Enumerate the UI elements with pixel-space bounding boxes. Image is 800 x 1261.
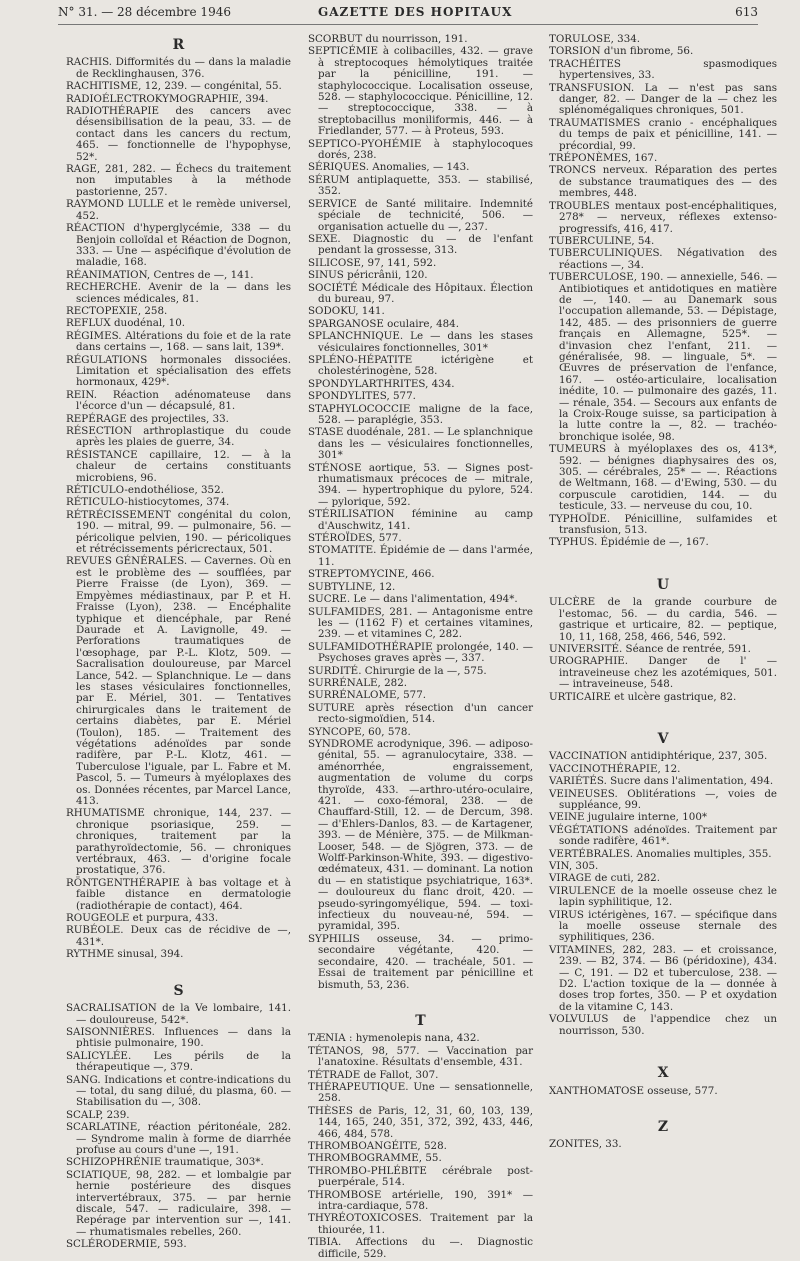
index-entry: TRACHÉITES spasmodiques hypertensives, 33. xyxy=(549,57,777,82)
index-entry: SYNCOPE, 60, 578. xyxy=(308,725,411,738)
index-entry: SEXE. Diagnostic du — de l'enfant pendant la grossesse, 313. xyxy=(308,232,533,257)
index-entry: TUMEURS à myéloplaxes des os, 413*, 592. — bénignes diaphysaires des os, 305. — cérébrales, 25* — —. Réactions de Weltmann, 168. — d'Ewing, 530. — du corpuscule carotidien, 144. — du testicule, 33. — nerveuse du cou, 10. xyxy=(549,443,777,513)
index-entry: RÉSISTANCE capillaire, 12. — à la chaleur de certains constituants microbiens, 96. xyxy=(66,448,291,484)
index-entry: RÉGULATIONS hormonales dissociées. Limitation et spécialisation des effets hormonaux, 429*. xyxy=(66,353,291,389)
index-entry: RUBÉOLE. Deux cas de récidive de —, 431*. xyxy=(66,924,291,948)
section-letter-z: Z xyxy=(657,1118,669,1135)
index-entry: VOLVULUS de l'appendice chez un nourrisson, 530. xyxy=(549,1013,777,1037)
index-entry: SEPTICO-PYOHÉMIE à staphylocoques dorés, 238. xyxy=(308,137,533,162)
index-entry: SALICYLÉE. Les périls de la thérapeutique —, 379. xyxy=(66,1049,291,1074)
index-entry: VITAMINES, 282, 283. — et croissance, 239. — B2, 374. — B6 (péridoxine), 434. — C, 191. — D2 et tuberculose, 238. — D2. L'action toxique de la — donnée à doses trop fortes, 350. — P et oxydation de la vitamine C, 143. xyxy=(549,943,777,1013)
index-entry: RACHIS. Difformités du — dans la maladie de Recklinghausen, 376. xyxy=(66,56,291,80)
issue-date: N° 31. — 28 décembre 1946 xyxy=(58,5,231,19)
index-entry: SINUS péricrânii, 120. xyxy=(308,269,428,282)
index-entry: SERVICE de Santé militaire. Indemnité spéciale de technicité, 506. — organisation actuelle du —, 237. xyxy=(308,197,533,233)
index-entry: THROMBOGRAMME, 55. xyxy=(308,1152,442,1165)
index-entry: TYPHUS. Épidémie de —, 167. xyxy=(549,536,709,549)
index-entry: THROMBOANGÉITE, 528. xyxy=(308,1139,447,1152)
index-entry: VACCINOTHÉRAPIE, 12. xyxy=(549,762,681,775)
index-entry: SUBTYLINE, 12. xyxy=(308,580,396,593)
index-entry: ULCÈRE de la grande courbure de l'estomac, 56. — du cardia, 546. — gastrique et urticaire, 82. — peptique, 10, 11, 168, 258, 466, 546, 592. xyxy=(549,596,777,643)
index-entry: TÆNIA : hymenolepis nana, 432. xyxy=(308,1032,480,1045)
index-entry: VARIÉTÉS. Sucre dans l'alimentation, 494. xyxy=(549,775,774,788)
index-entry: TORULOSE, 334. xyxy=(549,33,641,45)
index-entry: SCALP, 239. xyxy=(66,1108,130,1121)
index-entry: VIRUS ictérigènes, 167. — spécifique dans la moelle osseuse sternale des syphilitiques, 236. xyxy=(549,908,777,944)
index-entry: THYRÉOTOXICOSES. Traitement par la thiourée, 11. xyxy=(308,1212,533,1236)
index-entry: RHUMATISME chronique, 144, 237. — chronique psoriasique, 259. — chroniques, traitement par la parathyroïdectomie, 56. — chroniques vertébraux, 463. — d'origine focale prostatique, 376. xyxy=(66,807,291,877)
page-number: 613 xyxy=(735,5,758,19)
index-entry: STREPTOMYCINE, 466. xyxy=(308,568,435,581)
index-entry: RACHITISME, 12, 239. — congénital, 55. xyxy=(66,80,282,93)
section-letter-x: X xyxy=(657,1065,669,1082)
index-entry: STASE duodénale, 281. — Le splanchnique dans les — vésiculaires fonctionnelles, 301* xyxy=(308,426,534,462)
index-entry: THÈSES de Paris, 12, 31, 60, 103, 139, 144, 165, 240, 351, 372, 392, 433, 446, 466, 484, 578. xyxy=(308,1104,533,1140)
index-entry: UROGRAPHIE. Danger de l' — intraveineuse chez les azotémiques, 501. — intraveineuse, 548. xyxy=(549,655,777,691)
index-entry: RYTHME sinusal, 394. xyxy=(66,948,184,961)
index-entry: SPLÉNO-HÉPATITE ictérigène et cholestérinogène, 528. xyxy=(308,353,533,378)
index-entry: SURRÉNALOME, 577. xyxy=(308,689,427,702)
index-entry: SOCIÉTÉ Médicale des Hôpitaux. Élection du bureau, 97. xyxy=(308,281,533,305)
index-entry: TIBIA. Affections du —. Diagnostic difficile, 529. xyxy=(308,1236,533,1260)
index-entry: SCARLATINE, réaction péritonéale, 282. — Syndrome malin à forme de diarrhée profuse au cours d'une —, 191. xyxy=(66,1121,291,1156)
index-entry: RÉACTION d'hyperglycémie, 338 — du Benjoin colloïdal et Réaction de Dognon, 333. — Une — aspécifique d'évolution de maladie, 168. xyxy=(66,222,291,269)
section-letter-t: T xyxy=(415,1012,426,1029)
index-entry: VACCINATION antidiphtérique, 237, 305. xyxy=(549,750,768,763)
index-section-r xyxy=(66,57,291,960)
index-entry: SCLÉRODERMIE, 593. xyxy=(66,1238,187,1251)
index-entry: REFLUX duodénal, 10. xyxy=(66,317,186,330)
index-section-t-part2 xyxy=(549,34,777,549)
index-entry: REVUES GÉNÉRALES. — Cavernes. Où en est le problème des — soufflées, par Pierre Fraisse (de Lyon), 369. — Empyèmes médiastinaux, par P. et H. Fraisse (Lyon), 238. — Encéphalite typhique et diencéphale, par René Daurade et A. Lavignolle, 49. — Perforations traumatiques de l'œsophage, par P.-L. Klotz, 509. — Sacralisation douloureuse, par Marcel Lance, 542. — Splanchnique. Le — dans les stases vésiculaires fonctionnelles, par E. Mériel, 301. — Tentatives chirurgicales dans le traitement de certains diabètes, par E. Mériel (Toulon), 185. — Traitement des végétations adénoïdes par sonde radifère, par P.-L. Klotz, 461. — Tuberculose l'iguale, par L. Fabre et M. Pascol, 5. — Tumeurs à myéloplaxes des os. Données récentes, par Marcel Lance, 413. xyxy=(66,555,291,807)
index-entry: SEPTICÉMIE à colibacilles, 432. — grave à streptocoques hémolytiques traitée par la pénicilline, 191. — staphylococcique. Localisation osseuse, 528. — staphylococcique. Pénicilline, 12. — streptococcique, 338. — à streptobacillus moniliformis, 446. — à Friedlander, 577. — à Proteus, 593. xyxy=(308,45,533,138)
index-entry: SURDITÉ. Chirurgie de la —, 575. xyxy=(308,664,487,677)
index-entry: RECHERCHE. Avenir de la — dans les sciences médicales, 81. xyxy=(66,281,291,305)
index-entry: SODOKU, 141. xyxy=(308,305,385,318)
index-entry: SANG. Indications et contre-indications du — total, du sang dilué, du plasma, 60. — Stabilisation du —, 308. xyxy=(66,1073,291,1109)
index-entry: REPÉRAGE des projectiles, 33. xyxy=(66,412,229,425)
index-section-x xyxy=(549,1086,777,1097)
index-entry: TUBERCULOSE, 190. — annexielle, 546. — Antibiotiques et antidotiques en matière de —, 140. — au Danemark sous l'occupation allemande, 53. — Dépistage, 142, 485. — des prisonniers de guerre français en Allemagne, 525*. — d'invasion chez l'enfant, 211. — généralisée, 98. — linguale, 5*. — Œuvres de préservation de l'enfance, 167. — ostéo-articulaire, localisation inédite, 10. — pulmonaire des gazés, 11. — rénale, 354. — Secours aux enfants de la Croix-Rouge suisse, sa participation à la lutte contre la —, 82. — trachéo-bronchique isolée, 98. xyxy=(549,271,777,443)
index-entry: SPONDYLARTHRITES, 434. xyxy=(308,377,455,390)
index-entry: TRÉPONÈMES, 167. xyxy=(549,152,658,165)
index-entry: SAISONNIÈRES. Influences — dans la phtisie pulmonaire, 190. xyxy=(66,1025,291,1050)
index-entry: SYPHILIS osseuse, 34. — primo-secondaire végétante, 420. — secondaire, 420. — trachéale, 501. — Essai de traitement par pénicilline et bismuth, 53, 236. xyxy=(308,932,533,991)
index-entry: SUTURE après résection d'un cancer recto-sigmoïdien, 514. xyxy=(308,701,533,726)
index-entry: SURRÉNALE, 282. xyxy=(308,676,408,689)
index-entry: STOMATITE. Épidémie de — dans l'armée, 11. xyxy=(308,544,533,568)
index-entry: SILICOSE, 97, 141, 592. xyxy=(308,256,437,269)
index-entry: URTICAIRE et ulcère gastrique, 82. xyxy=(549,690,737,703)
index-entry: RÉANIMATION, Centres de —, 141. xyxy=(66,268,254,281)
index-entry: VIRAGE de cuti, 282. xyxy=(549,872,660,885)
index-entry: ROUGEOLE et purpura, 433. xyxy=(66,912,219,925)
index-entry: TRANSFUSION. La — n'est pas sans danger, 82. — Danger de la — chez les splénomégaliques chroniques, 501. xyxy=(549,81,777,117)
index-entry: SACRALISATION de la Ve lombaire, 141. — douloureuse, 542*. xyxy=(66,1002,291,1026)
index-entry: VERTÉBRALES. Anomalies multiples, 355. xyxy=(549,847,772,860)
index-entry: RAYMOND LULLE et le remède universel, 452. xyxy=(66,198,291,222)
index-entry: SUCRE. Le — dans l'alimentation, 494*. xyxy=(308,593,518,606)
index-entry: TUBERCULINIQUES. Négativation des réactions —, 34. xyxy=(549,247,777,271)
index-entry: THROMBOSE artérielle, 190, 391* — intra-cardiaque, 578. xyxy=(308,1188,533,1212)
index-entry: TÉTANOS, 98, 577. — Vaccination par l'anatoxine. Résultats d'ensemble, 431. xyxy=(308,1044,533,1069)
index-entry: TROUBLES mentaux post-encéphalitiques, 278* — nerveux, réflexes extenso-progressifs, 416, 417. xyxy=(549,199,777,235)
index-entry: SULFAMIDOTHÉRAPIE prolongée, 140. — Psychoses graves après —, 337. xyxy=(308,640,533,665)
section-letter-r: R xyxy=(172,37,185,53)
index-entry: SULFAMIDES, 281. — Antagonisme entre les — (1162 F) et certaines vitamines, 239. — et vitamines C, 282. xyxy=(308,605,533,641)
index-entry: RÉSECTION arthroplastique du coude après les plaies de guerre, 34. xyxy=(66,425,291,449)
index-entry: STÉNOSE aortique, 53. — Signes post-rhumatismaux précoces de — mitrale, 394. — hypertrophique du pylore, 524. — pylorique, 592. xyxy=(308,461,533,508)
index-section-u xyxy=(549,597,777,703)
page-header xyxy=(58,0,758,25)
index-entry: SCHIZOPHRÉNIE traumatique, 303*. xyxy=(66,1156,264,1169)
index-column-3 xyxy=(549,34,777,1152)
index-entry: RECTOPEXIE, 258. xyxy=(66,304,168,317)
index-section-v xyxy=(549,751,777,1037)
index-entry: RÉTRÉCISSEMENT congénital du colon, 190. — mitral, 99. — pulmonaire, 56. — péricolique pelvien, 190. — péricoliques et rétrécissements péricrectaux, 501. xyxy=(66,508,291,556)
index-column-2 xyxy=(308,34,533,1261)
index-section-z xyxy=(549,1139,777,1150)
index-entry: SCIATIQUE, 98, 282. — et lombalgie par hernie postérieure des disques intervertébraux, 375. — par hernie discale, 547. — radiculaire, 398. — Repérage par intervention sur —, 141. — rhumatismales rebelles, 260. xyxy=(66,1168,291,1238)
index-entry: VÉGÉTATIONS adénoïdes. Traitement par sonde radifère, 461*. xyxy=(549,823,777,848)
section-letter-s: S xyxy=(173,982,184,999)
index-entry: VEINE jugulaire interne, 100* xyxy=(549,811,708,824)
index-entry: TYPHOÏDE. Pénicilline, sulfamides et transfusion, 513. xyxy=(549,512,777,537)
journal-title: GAZETTE DES HOPITAUX xyxy=(318,5,513,19)
index-entry: VIN, 305. xyxy=(549,860,599,872)
index-entry: TUBERCULINE, 54. xyxy=(549,234,655,247)
index-entry: VIRULENCE de la moelle osseuse chez le lapin syphilitique, 12. xyxy=(549,884,777,909)
section-letter-u: U xyxy=(656,576,670,593)
index-section-t-part1 xyxy=(308,1033,533,1260)
index-entry: RÉTICULO-endothéliose, 352. xyxy=(66,484,224,497)
index-entry: SPLANCHNIQUE. Le — dans les stases vésiculaires fonctionnelles, 301* xyxy=(308,330,533,354)
index-entry: SPONDYLITES, 577. xyxy=(308,390,416,403)
index-entry: STÉROÏDES, 577. xyxy=(308,532,402,545)
index-entry: SÉRUM antiplaquette, 353. — stabilisé, 352. xyxy=(308,173,533,198)
index-entry: STÉRILISATION féminine au camp d'Auschwitz, 141. xyxy=(308,508,533,532)
index-entry: TRONCS nerveux. Réparation des pertes de substance traumatiques des — des membres, 448. xyxy=(549,164,777,200)
index-entry: SPARGANOSE oculaire, 484. xyxy=(308,317,459,330)
index-entry: VEINEUSES. Oblitérations —, voies de suppléance, 99. xyxy=(549,787,777,811)
index-entry: SCORBUT du nourrisson, 191. xyxy=(308,33,468,45)
index-column-1 xyxy=(66,34,291,1252)
index-entry: THÉRAPEUTIQUE. Une — sensationnelle, 258. xyxy=(308,1080,533,1105)
index-entry: RAGE, 281, 282. — Échecs du traitement non imputables à la méthode pastorienne, 257. xyxy=(66,163,291,198)
index-entry: RADIOÉLECTROKYMOGRAPHIE, 394. xyxy=(66,92,269,105)
index-entry: RADIOTHÉRAPIE des cancers avec désensibilisation de la peau, 33. — de contact dans les cancers du rectum, 465. — fonctionnelle de l'hypophyse, 52*. xyxy=(66,105,291,163)
index-section-s-part1 xyxy=(66,1003,291,1251)
index-entry: TÉTRADE de Fallot, 307. xyxy=(308,1068,439,1081)
index-entry: RÖNTGENTHÉRAPIE à bas voltage et à faible distance en dermatologie (radiothérapie de contact), 464. xyxy=(66,876,291,912)
index-entry: STAPHYLOCOCCIE maligne de la face, 528. — paraplégie, 353. xyxy=(308,402,533,426)
index-entry: SYNDROME acrodynique, 396. — adiposo-génital, 55. — agranulocytaire, 338. — aménorrhée, engraissement, augmentation de volume du corps thyroïde, 433. —arthro-utéro-oculaire, 421. — coxo-fémoral, 238. — de Chauffard-Still, 12. — de Dercum, 398. — d'Ehlers-Danlos, 83. — de Kartagener, 393. — de Ménière, 375. — de Milkman-Looser, 548. — de Sjögren, 373. — de Wolff-Parkinson-White, 393. — digestivo-œdémateux, 431. — dominant. La notion du — en statistique psychiatrique, 163*. — douloureux du flanc droit, 420. — pseudo-syringomyélique, 594. — toxi-infectieux du nouveau-né, 594. — pyramidal, 395. xyxy=(308,737,533,933)
index-entry: XANTHOMATOSE osseuse, 577. xyxy=(549,1084,718,1097)
index-entry: TRAUMATISMES cranio - encéphaliques du temps de paix et pénicilline, 141. — précordial, 99. xyxy=(549,116,777,152)
index-entry: ZONITES, 33. xyxy=(549,1138,622,1151)
index-entry: RÉTICULO-histiocytomes, 374. xyxy=(66,496,230,509)
index-entry: UNIVERSITÉ. Séance de rentrée, 591. xyxy=(549,642,751,655)
index-entry: RÉGIMES. Altérations du foie et de la rate dans certains —, 168. — sans lait, 139*. xyxy=(66,329,291,354)
index-section-s-part2 xyxy=(308,34,533,991)
section-letter-v: V xyxy=(657,730,669,747)
index-entry: REIN. Réaction adénomateuse dans l'écorce d'un — décapsulé, 81. xyxy=(66,388,291,413)
index-entry: SÉRIQUES. Anomalies, — 143. xyxy=(308,161,470,174)
index-entry: TORSION d'un fibrome, 56. xyxy=(549,45,694,58)
index-entry: THROMBO-PHLÉBITE cérébrale post-puerpérale, 514. xyxy=(308,1164,533,1189)
